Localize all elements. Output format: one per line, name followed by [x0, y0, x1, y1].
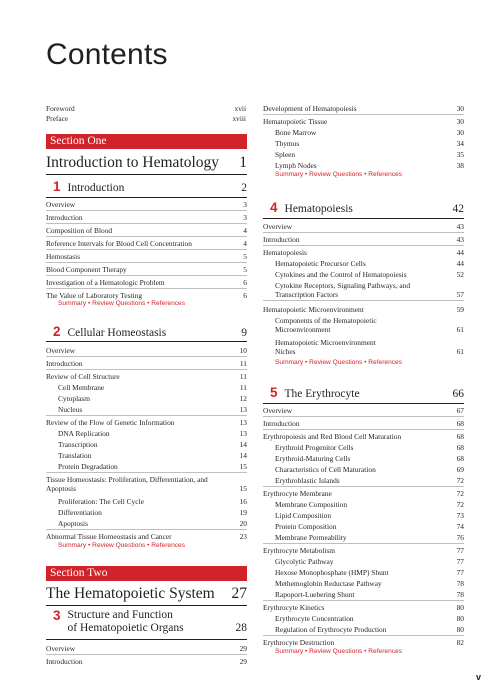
entry-page: 13: [239, 418, 247, 427]
entry-page: 68: [456, 443, 464, 452]
entry-page: 34: [456, 139, 464, 148]
toc-entry[interactable]: [46, 418, 247, 427]
entry-page: 6: [243, 278, 247, 287]
entry-title: Reference Intervals for Blood Cell Concentration: [46, 239, 192, 248]
entry-page: 80: [456, 625, 464, 634]
toc-entry[interactable]: [263, 432, 464, 441]
toc-entry[interactable]: [46, 644, 247, 653]
section-two-label: Section Two: [46, 566, 247, 581]
chapter-page: 9: [241, 327, 247, 339]
entry-title: Erythrocyte Concentration: [275, 614, 354, 623]
toc-subentry[interactable]: [263, 270, 464, 279]
entry-title: Methemoglobin Reductase Pathway: [275, 579, 382, 588]
entry-page: 82: [456, 638, 464, 647]
entry-title: Differentiation: [58, 508, 102, 517]
toc-subentry[interactable]: [263, 128, 464, 137]
entry-title: Translation: [58, 451, 92, 460]
chapter-3-heading[interactable]: [53, 609, 247, 635]
entry-page: 14: [239, 440, 247, 449]
toc-entry[interactable]: [46, 213, 247, 222]
toc-entry[interactable]: [263, 406, 464, 415]
section-page: 1: [239, 154, 247, 171]
entry-page: 44: [456, 259, 464, 268]
toc-subentry[interactable]: [263, 454, 464, 463]
entry-page: 30: [456, 117, 464, 126]
entry-page: 73: [456, 511, 464, 520]
chapter-page: 42: [452, 203, 464, 215]
entry-page: 78: [456, 590, 464, 599]
toc-entry[interactable]: [263, 248, 464, 257]
entry-page: 11: [239, 372, 247, 381]
entry-page: 11: [239, 383, 247, 392]
entry-page: 74: [456, 522, 464, 531]
chapter-number: 3: [53, 608, 61, 623]
toc-subentry[interactable]: [263, 338, 464, 356]
entry-page: 61: [456, 347, 464, 356]
toc-subentry[interactable]: [263, 614, 464, 623]
chapter-title: Cellular Homeostasis: [67, 327, 167, 339]
entry-title: Overview: [46, 200, 76, 209]
entry-page: 52: [456, 270, 464, 279]
chapter-2-heading[interactable]: [53, 325, 247, 340]
entry-page: 30: [456, 104, 464, 113]
entry-title: Proliferation: The Cell Cycle: [58, 497, 144, 506]
toc-entry-preface[interactable]: [46, 114, 246, 123]
entry-page: 78: [456, 579, 464, 588]
chapter-summary-link[interactable]: Summary • Review Questions • References: [275, 359, 403, 366]
entry-page: 3: [243, 200, 247, 209]
toc-entry[interactable]: [46, 532, 247, 541]
toc-subentry[interactable]: [46, 519, 247, 528]
toc-subentry[interactable]: [263, 281, 464, 299]
entry-page: 77: [456, 568, 464, 577]
entry-title: Hemostasis: [46, 252, 81, 261]
entry-page: 5: [243, 252, 247, 261]
entry-title: DNA Replication: [58, 429, 110, 438]
entry-page: 76: [456, 533, 464, 542]
toc-entry[interactable]: [263, 235, 464, 244]
entry-title: Membrane Permeability: [275, 533, 347, 542]
entry-title: Components of the Hematopoietic Microenvironment: [275, 316, 377, 334]
chapter-summary-link[interactable]: Summary • Review Questions • References: [275, 648, 403, 655]
entry-page: 29: [239, 657, 247, 666]
toc-subentry[interactable]: [46, 405, 247, 414]
entry-title: Overview: [46, 346, 76, 355]
entry-title: Development of Hematopoiesis: [263, 104, 357, 113]
entry-page: 4: [243, 226, 247, 235]
entry-title: Bone Marrow: [275, 128, 317, 137]
entry-page: 77: [456, 557, 464, 566]
entry-page: 59: [456, 305, 464, 314]
entry-title: Cell Membrane: [58, 383, 105, 392]
chapter-title: Hematopoiesis: [284, 203, 353, 215]
entry-title: Introduction: [46, 213, 83, 222]
entry-page: 15: [239, 462, 247, 471]
entry-title: Introduction: [263, 235, 300, 244]
entry-title: Protein Composition: [275, 522, 337, 531]
toc-subentry[interactable]: [263, 500, 464, 509]
toc-entry[interactable]: [263, 638, 464, 647]
entry-page: 80: [456, 603, 464, 612]
entry-page: 77: [456, 546, 464, 555]
toc-entry[interactable]: [46, 252, 247, 261]
toc-entry[interactable]: [263, 104, 464, 113]
section-two-heading[interactable]: [46, 584, 247, 603]
toc-entry[interactable]: [46, 239, 247, 248]
section-page: 27: [231, 585, 247, 602]
chapter-page: 28: [235, 622, 247, 634]
entry-title: Review of the Flow of Genetic Information: [46, 418, 175, 427]
entry-page: 10: [239, 346, 247, 355]
toc-subentry[interactable]: [263, 259, 464, 268]
toc-subentry[interactable]: [263, 139, 464, 148]
entry-page: xvii: [234, 104, 246, 113]
entry-title: Review of Cell Structure: [46, 372, 120, 381]
entry-title: Nucleus: [58, 405, 83, 414]
toc-entry[interactable]: [46, 475, 247, 493]
toc-subentry[interactable]: [46, 508, 247, 517]
entry-title: Transcription: [58, 440, 98, 449]
entry-page: 11: [239, 359, 247, 368]
toc-entry[interactable]: [263, 305, 464, 314]
entry-title: Cytokine Receptors, Signaling Pathways, and Transcription Factors: [275, 281, 411, 299]
entry-page: 6: [243, 291, 247, 300]
toc-entry[interactable]: [263, 117, 464, 126]
toc-entry[interactable]: [46, 265, 247, 274]
toc-subentry[interactable]: [46, 497, 247, 506]
entry-page: 38: [456, 161, 464, 170]
entry-title: Hematopoietic Tissue: [263, 117, 328, 126]
chapter-rule: [46, 341, 247, 342]
toc-subentry[interactable]: [263, 590, 464, 599]
entry-page: 72: [456, 489, 464, 498]
chapter-title-line-1: Structure and Function: [67, 609, 173, 621]
entry-title: Erythroid Progenitor Cells: [275, 443, 354, 452]
entry-page: 3: [243, 213, 247, 222]
entry-title: Composition of Blood: [46, 226, 113, 235]
toc-entry[interactable]: [263, 546, 464, 555]
chapter-summary-link[interactable]: Summary • Review Questions • References: [58, 300, 186, 307]
entry-page: 35: [456, 150, 464, 159]
chapter-summary-link[interactable]: Summary • Review Questions • References: [275, 171, 403, 178]
chapter-rule: [263, 403, 464, 404]
entry-page: 68: [456, 419, 464, 428]
toc-subentry[interactable]: [263, 522, 464, 531]
entry-title: Hematopoietic Precursor Cells: [275, 259, 366, 268]
toc-subentry[interactable]: [46, 440, 247, 449]
entry-title: Overview: [263, 222, 293, 231]
entry-title: Lymph Nodes: [275, 161, 317, 170]
entry-title: The Value of Laboratory Testing: [46, 291, 143, 300]
chapter-rule: [46, 197, 247, 198]
toc-subentry[interactable]: [263, 476, 464, 485]
section-rule: [46, 174, 247, 175]
entry-page: 13: [239, 429, 247, 438]
toc-subentry[interactable]: [263, 316, 464, 334]
entry-title: Hematopoiesis: [263, 248, 307, 257]
entry-title: Introduction: [46, 657, 83, 666]
entry-title: Thymus: [275, 139, 300, 148]
section-title: Introduction to Hematology: [46, 154, 220, 171]
entry-page: 16: [239, 497, 247, 506]
entry-page: 67: [456, 406, 464, 415]
chapter-rule: [263, 218, 464, 219]
entry-page: 23: [239, 532, 247, 541]
toc-subentry[interactable]: [46, 462, 247, 471]
chapter-title: The Erythrocyte: [284, 388, 360, 400]
toc-subentry[interactable]: [263, 161, 464, 170]
entry-title: Glycolytic Pathway: [275, 557, 334, 566]
entry-title: Blood Component Therapy: [46, 265, 127, 274]
entry-page: 68: [456, 454, 464, 463]
entry-page: 43: [456, 235, 464, 244]
entry-title: Erythrocyte Metabolism: [263, 546, 336, 555]
entry-page: 68: [456, 432, 464, 441]
toc-entry[interactable]: [263, 603, 464, 612]
entry-page: 15: [239, 484, 247, 493]
entry-title: Apoptosis: [58, 519, 88, 528]
entry-page: 30: [456, 128, 464, 137]
entry-title: Introduction: [263, 419, 300, 428]
chapter-number: 2: [53, 324, 61, 339]
entry-title: Regulation of Erythrocyte Production: [275, 625, 387, 634]
entry-title: Erythrocyte Destruction: [263, 638, 335, 647]
entry-title: Spleen: [275, 150, 296, 159]
toc-subentry[interactable]: [46, 394, 247, 403]
entry-page: 43: [456, 222, 464, 231]
entry-page: 19: [239, 508, 247, 517]
entry-page: 20: [239, 519, 247, 528]
entry-page: 29: [239, 644, 247, 653]
toc-entry[interactable]: [46, 291, 247, 300]
entry-title: Protein Degradation: [58, 462, 118, 471]
entry-page: 72: [456, 500, 464, 509]
chapter-number: 1: [53, 179, 61, 194]
entry-title: Overview: [263, 406, 293, 415]
chapter-number: 4: [270, 200, 278, 215]
toc-subentry[interactable]: [263, 568, 464, 577]
toc-entry[interactable]: [46, 346, 247, 355]
toc-entry[interactable]: [46, 278, 247, 287]
toc-subentry[interactable]: [46, 429, 247, 438]
toc-subentry[interactable]: [263, 150, 464, 159]
entry-page: xviii: [232, 114, 246, 123]
chapter-number: 5: [270, 385, 278, 400]
entry-title: Cytoplasm: [58, 394, 91, 403]
toc-entry-foreword[interactable]: [46, 104, 246, 113]
entry-page: 69: [456, 465, 464, 474]
entry-title: Erythroid-Maturing Cells: [275, 454, 351, 463]
entry-page: 61: [456, 325, 464, 334]
toc-subentry[interactable]: [46, 383, 247, 392]
entry-title: Introduction: [46, 359, 83, 368]
entry-page: 5: [243, 265, 247, 274]
toc-entry[interactable]: [263, 419, 464, 428]
entry-page: 14: [239, 451, 247, 460]
chapter-page: 66: [452, 388, 464, 400]
toc-subentry[interactable]: [263, 511, 464, 520]
section-one-heading[interactable]: [46, 153, 247, 172]
toc-entry[interactable]: [263, 489, 464, 498]
entry-title: Hematopoietic Microenvironment: [263, 305, 364, 314]
entry-page: 72: [456, 476, 464, 485]
entry-title: Overview: [46, 644, 76, 653]
entry-title: Hematopoietic Microenvironment Niches: [275, 338, 376, 356]
page-number: v: [476, 672, 482, 682]
toc-entry[interactable]: [46, 200, 247, 209]
toc-entry[interactable]: [46, 657, 247, 666]
toc-entry[interactable]: [263, 222, 464, 231]
chapter-5-heading[interactable]: [270, 386, 464, 401]
entry-title: Preface: [46, 114, 69, 123]
toc-subentry[interactable]: [263, 579, 464, 588]
entry-title: Hexose Monophosphate (HMP) Shunt: [275, 568, 389, 577]
toc-subentry[interactable]: [46, 451, 247, 460]
page-title: Contents: [46, 38, 168, 71]
toc-subentry[interactable]: [263, 625, 464, 634]
entry-title: Investigation of a Hematologic Problem: [46, 278, 165, 287]
toc-subentry[interactable]: [263, 443, 464, 452]
chapter-title: Introduction: [67, 182, 125, 194]
section-one-label: Section One: [46, 134, 247, 149]
toc-subentry[interactable]: [263, 533, 464, 542]
entry-page: 80: [456, 614, 464, 623]
entry-page: 44: [456, 248, 464, 257]
entry-title: Tissue Homeostasis: Proliferation, Differentiation, and Apoptosis: [46, 475, 208, 493]
toc-entry[interactable]: [46, 359, 247, 368]
entry-title: Cytokines and the Control of Hematopoiesis: [275, 270, 407, 279]
entry-page: 4: [243, 239, 247, 248]
entry-page: 12: [239, 394, 247, 403]
chapter-rule: [46, 639, 247, 640]
entry-title: Foreword: [46, 104, 75, 113]
entry-title: Erythroblastic Islands: [275, 476, 340, 485]
toc-entry[interactable]: [46, 226, 247, 235]
entry-title: Abnormal Tissue Homeostasis and Cancer: [46, 532, 172, 541]
entry-title: Rapoport-Luebering Shunt: [275, 590, 355, 599]
toc-entry[interactable]: [46, 372, 247, 381]
entry-title: Erythrocyte Membrane: [263, 489, 332, 498]
toc-subentry[interactable]: [263, 465, 464, 474]
entry-page: 13: [239, 405, 247, 414]
toc-subentry[interactable]: [263, 557, 464, 566]
chapter-1-heading[interactable]: [53, 180, 247, 195]
entry-title: Lipid Composition: [275, 511, 332, 520]
entry-title: Erythrocyte Kinetics: [263, 603, 325, 612]
entry-title: Characteristics of Cell Maturation: [275, 465, 376, 474]
chapter-page: 2: [241, 182, 247, 194]
entry-title: Erythropoiesis and Red Blood Cell Maturation: [263, 432, 402, 441]
chapter-summary-link[interactable]: Summary • Review Questions • References: [58, 542, 186, 549]
section-rule: [46, 605, 247, 606]
entry-title: Membrane Composition: [275, 500, 348, 509]
chapter-4-heading[interactable]: [270, 201, 464, 216]
section-title: The Hematopoietic System: [46, 585, 215, 602]
chapter-title-line-2: of Hematopoietic Organs: [67, 622, 184, 634]
entry-page: 57: [456, 290, 464, 299]
